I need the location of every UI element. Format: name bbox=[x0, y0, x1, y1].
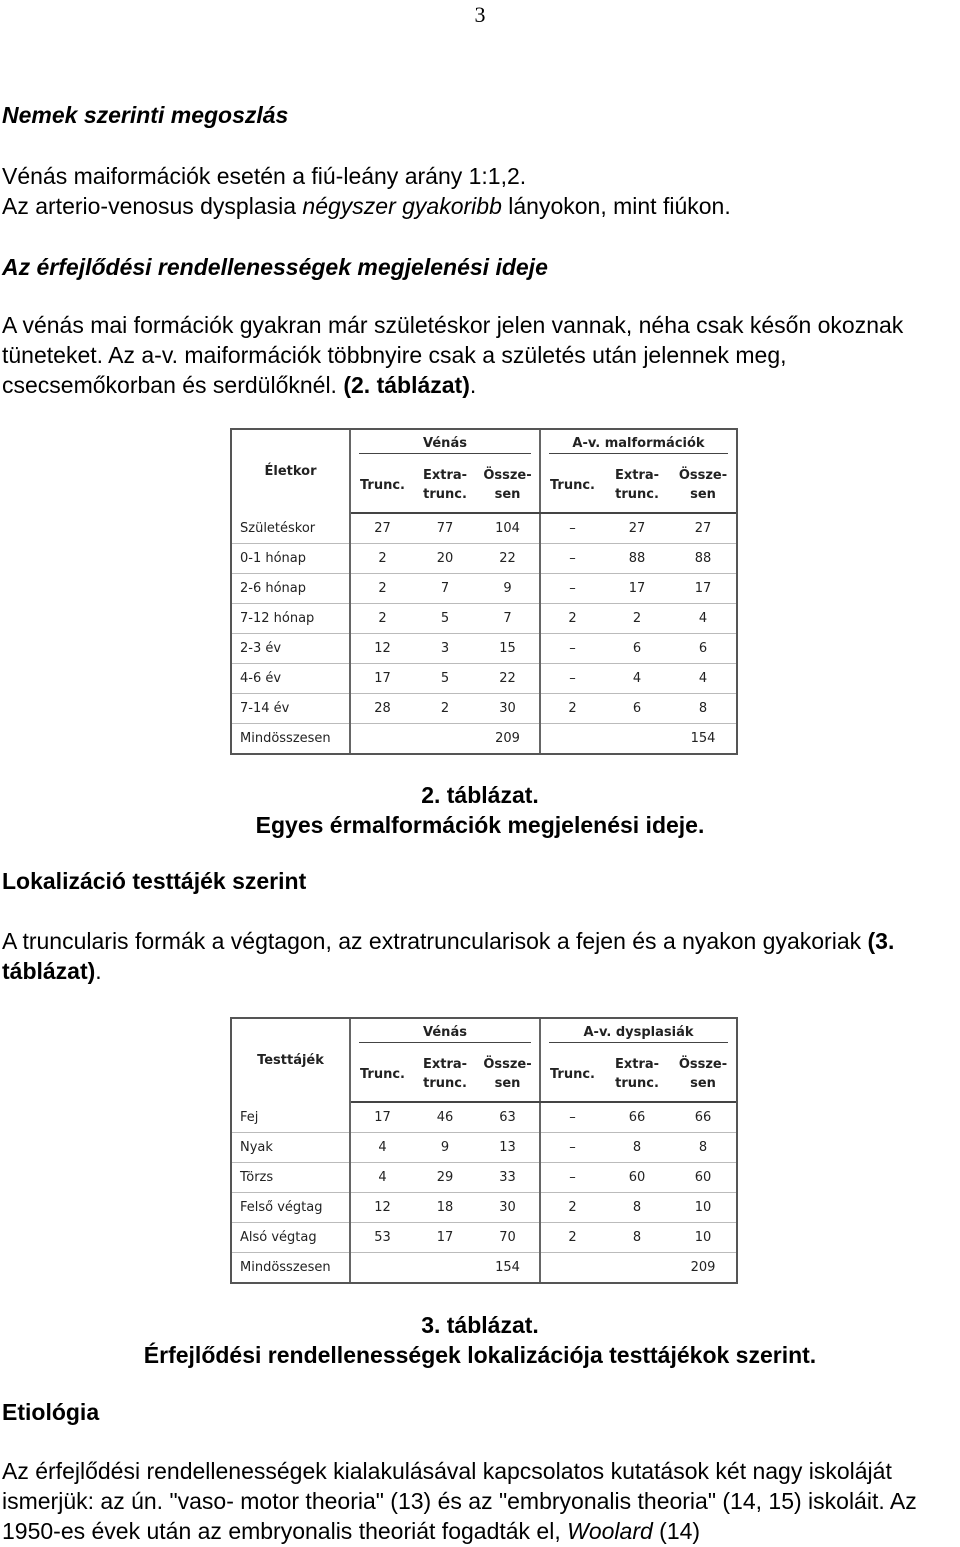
table3-subheader: Extra- trunc. bbox=[604, 1047, 670, 1102]
table2-subheader: Trunc. bbox=[350, 458, 414, 513]
table-cell: 66 bbox=[670, 1102, 736, 1133]
table-cell: 46 bbox=[414, 1102, 476, 1133]
table-row bbox=[232, 544, 736, 574]
table-cell: 2 bbox=[540, 1193, 604, 1223]
table-cell: 27 bbox=[670, 513, 736, 544]
table-cell: 63 bbox=[476, 1102, 540, 1133]
table3-caption bbox=[0, 1310, 960, 1370]
etiology-text: Az érfejlődési rendellenességek kialakulásával kapcsolatos kutatások két nagy iskoláját ismerjük: az ún. "vaso- motor theoria" (13) és az "embryonalis theoria" (14, 15) iskoláit. Az 1950-es évek után az embryonalis theoriát fogadták el, bbox=[2, 1458, 917, 1544]
table2-corner-header: Életkor bbox=[232, 430, 350, 513]
row-label: Felső végtag bbox=[232, 1193, 350, 1223]
table-cell: – bbox=[540, 574, 604, 604]
table-cell: 60 bbox=[670, 1163, 736, 1193]
table-row bbox=[232, 1223, 736, 1253]
table-cell: 4 bbox=[670, 664, 736, 694]
table-cell: 17 bbox=[604, 574, 670, 604]
row-label: Nyak bbox=[232, 1133, 350, 1163]
row-label: 7-12 hónap bbox=[232, 604, 350, 634]
onset-text: A vénás mai formációk gyakran már születéskor jelen vannak, néha csak későn okoznak tüneteket. Az a-v. maiformációk többnyire csak a születés után jelennek meg, csecsemőkorban és serdülőknél. bbox=[2, 312, 904, 398]
table-row bbox=[232, 664, 736, 694]
gender-line-2a: Az arterio-venosus dysplasia bbox=[2, 193, 303, 219]
row-label: Fej bbox=[232, 1102, 350, 1133]
table2-caption bbox=[0, 780, 960, 840]
table-cell: 70 bbox=[476, 1223, 540, 1253]
table-cell: 12 bbox=[350, 634, 414, 664]
table-row bbox=[232, 634, 736, 664]
table-cell: – bbox=[540, 1102, 604, 1133]
table-row bbox=[232, 694, 736, 724]
table-cell: 30 bbox=[476, 1193, 540, 1223]
table-cell: 6 bbox=[670, 634, 736, 664]
table-cell: 66 bbox=[604, 1102, 670, 1133]
onset-paragraph: A vénás mai formációk gyakran már születéskor jelen vannak, néha csak későn okoznak tüneteket. Az a-v. maiformációk többnyire csak a születés után jelennek meg, csecsemőkorban és serdülőknél. (2. táblázat). bbox=[2, 312, 904, 398]
table-cell: 20 bbox=[414, 544, 476, 574]
row-label: 2-6 hónap bbox=[232, 574, 350, 604]
table3-group-av: A-v. dysplasiák bbox=[549, 1023, 728, 1043]
table-cell: – bbox=[540, 664, 604, 694]
heading-onset: Az érfejlődési rendellenességek megjelenési ideje bbox=[2, 254, 548, 280]
table2-subheader: Trunc. bbox=[540, 458, 604, 513]
table-cell: 2 bbox=[350, 574, 414, 604]
table-cell bbox=[350, 724, 414, 754]
table-cell: 18 bbox=[414, 1193, 476, 1223]
table-cell bbox=[414, 724, 476, 754]
table-cell: 5 bbox=[414, 664, 476, 694]
heading-gender: Nemek szerinti megoszlás bbox=[2, 102, 289, 128]
table-cell: 8 bbox=[604, 1223, 670, 1253]
table-cell: – bbox=[540, 544, 604, 574]
table2-subheader: Össze- sen bbox=[670, 458, 736, 513]
localization-table bbox=[232, 1019, 736, 1282]
table-cell: 2 bbox=[540, 604, 604, 634]
table-cell bbox=[604, 724, 670, 754]
row-label: 7-14 év bbox=[232, 694, 350, 724]
table-cell: 17 bbox=[414, 1223, 476, 1253]
table-cell: 6 bbox=[604, 694, 670, 724]
table-cell: – bbox=[540, 1133, 604, 1163]
table-cell bbox=[414, 1253, 476, 1283]
onset-table bbox=[232, 430, 736, 753]
row-label: 2-3 év bbox=[232, 634, 350, 664]
table-cell: 4 bbox=[670, 604, 736, 634]
row-label: Mindösszesen bbox=[232, 724, 350, 754]
table3-subheader: Trunc. bbox=[350, 1047, 414, 1102]
table-cell: 15 bbox=[476, 634, 540, 664]
page-number: 3 bbox=[474, 2, 486, 27]
table-cell: 27 bbox=[350, 513, 414, 544]
table-cell: 209 bbox=[476, 724, 540, 754]
localization-table-ref: (3. táblázat) bbox=[2, 928, 895, 984]
table-cell: 29 bbox=[414, 1163, 476, 1193]
table-cell: 12 bbox=[350, 1193, 414, 1223]
table2-subheader: Extra- trunc. bbox=[604, 458, 670, 513]
row-label: Mindösszesen bbox=[232, 1253, 350, 1283]
row-label: 4-6 év bbox=[232, 664, 350, 694]
table-cell: 8 bbox=[670, 1133, 736, 1163]
table-cell: 10 bbox=[670, 1193, 736, 1223]
table-cell: 5 bbox=[414, 604, 476, 634]
table-row bbox=[232, 1102, 736, 1133]
table-row bbox=[232, 604, 736, 634]
table-cell: 4 bbox=[604, 664, 670, 694]
table-cell: 8 bbox=[670, 694, 736, 724]
table3-subheader: Össze- sen bbox=[476, 1047, 540, 1102]
table3-subheader: Össze- sen bbox=[670, 1047, 736, 1102]
table-cell: 88 bbox=[604, 544, 670, 574]
table2-subheader: Extra- trunc. bbox=[414, 458, 476, 513]
table-cell: 104 bbox=[476, 513, 540, 544]
table-cell: 2 bbox=[540, 694, 604, 724]
table-cell: 30 bbox=[476, 694, 540, 724]
heading-etiology: Etiológia bbox=[2, 1399, 100, 1425]
row-label: 0-1 hónap bbox=[232, 544, 350, 574]
table-row bbox=[232, 574, 736, 604]
table-cell: 3 bbox=[414, 634, 476, 664]
table-cell: 88 bbox=[670, 544, 736, 574]
table-cell: 77 bbox=[414, 513, 476, 544]
table-cell: 9 bbox=[414, 1133, 476, 1163]
localization-text: A truncularis formák a végtagon, az extratruncularisok a fejen és a nyakon gyakoriak bbox=[2, 928, 868, 954]
heading-localization: Lokalizáció testtájék szerint bbox=[2, 868, 307, 894]
gender-line-2c: lányokon, mint fiúkon. bbox=[501, 193, 731, 219]
table2-caption-title: Egyes érmalformációk megjelenési ideje. bbox=[255, 812, 705, 838]
table2-subheader: Össze- sen bbox=[476, 458, 540, 513]
table-cell bbox=[604, 1253, 670, 1283]
row-label: Alsó végtag bbox=[232, 1223, 350, 1253]
table-row bbox=[232, 724, 736, 754]
gender-line-2b: négyszer gyakoribb bbox=[302, 193, 502, 219]
table-cell: 209 bbox=[690, 1260, 716, 1275]
table-cell: – bbox=[540, 1163, 604, 1193]
row-label: Születéskor bbox=[232, 513, 350, 544]
table-cell: 6 bbox=[604, 634, 670, 664]
table3-group-venous: Vénás bbox=[359, 1023, 532, 1043]
table-cell: 8 bbox=[604, 1133, 670, 1163]
gender-line-1: Vénás maiformációk esetén a fiú-leány arány 1:1,2. bbox=[2, 163, 527, 189]
table-cell: 53 bbox=[350, 1223, 414, 1253]
table-cell bbox=[540, 724, 604, 754]
table-cell: 2 bbox=[540, 1223, 604, 1253]
table-row bbox=[232, 1193, 736, 1223]
localization-paragraph: A truncularis formák a végtagon, az extratruncularisok a fejen és a nyakon gyakoriak (3. táblázat). bbox=[2, 928, 895, 984]
row-label: Törzs bbox=[232, 1163, 350, 1193]
table3-subheader: Trunc. bbox=[540, 1047, 604, 1102]
table-cell: – bbox=[540, 513, 604, 544]
table-row bbox=[232, 1163, 736, 1193]
table-cell: 2 bbox=[350, 604, 414, 634]
table-cell: 10 bbox=[670, 1223, 736, 1253]
table-cell: 27 bbox=[604, 513, 670, 544]
table-2 bbox=[230, 428, 738, 755]
table-row bbox=[232, 1133, 736, 1163]
table2-caption-number: 2. táblázat. bbox=[421, 782, 539, 808]
table-cell: 7 bbox=[414, 574, 476, 604]
table3-caption-title: Érfejlődési rendellenességek lokalizációja testtájékok szerint. bbox=[143, 1342, 817, 1368]
table-cell: 22 bbox=[476, 664, 540, 694]
table-cell: 9 bbox=[476, 574, 540, 604]
onset-table-ref: (2. táblázat) bbox=[343, 372, 470, 398]
table-cell: 4 bbox=[350, 1133, 414, 1163]
table-cell: 7 bbox=[476, 604, 540, 634]
table2-group-av: A-v. malformációk bbox=[549, 434, 728, 454]
table-cell: 33 bbox=[476, 1163, 540, 1193]
table-cell: 60 bbox=[604, 1163, 670, 1193]
table-cell: 2 bbox=[414, 694, 476, 724]
gender-paragraph bbox=[2, 161, 960, 221]
table-cell: 154 bbox=[476, 1253, 540, 1283]
table-cell: – bbox=[540, 634, 604, 664]
table-cell: 17 bbox=[350, 664, 414, 694]
table-cell: 8 bbox=[604, 1193, 670, 1223]
etiology-paragraph: Az érfejlődési rendellenességek kialakulásával kapcsolatos kutatások két nagy iskoláját ismerjük: az ún. "vaso- motor theoria" (13) és az "embryonalis theoria" (14, 15) iskoláit. Az 1950-es évek után az embryonalis theoriát fogadták el, Woolard (14) bbox=[2, 1458, 917, 1544]
table-cell: 17 bbox=[670, 574, 736, 604]
table-cell: 4 bbox=[350, 1163, 414, 1193]
table-row bbox=[232, 1253, 736, 1283]
table-cell bbox=[350, 1253, 414, 1283]
table-cell: 2 bbox=[604, 604, 670, 634]
table-3 bbox=[230, 1017, 738, 1284]
table3-corner-header: Testtájék bbox=[232, 1019, 350, 1102]
table2-group-venous: Vénás bbox=[359, 434, 532, 454]
table-cell bbox=[540, 1253, 604, 1283]
table-cell: 154 bbox=[690, 731, 716, 746]
table-cell: 2 bbox=[350, 544, 414, 574]
table-cell: 13 bbox=[476, 1133, 540, 1163]
etiology-author: Woolard bbox=[567, 1518, 653, 1544]
table-cell: 22 bbox=[476, 544, 540, 574]
table-cell: 28 bbox=[350, 694, 414, 724]
table3-caption-number: 3. táblázat. bbox=[421, 1312, 539, 1338]
table-row bbox=[232, 513, 736, 544]
table-cell: 17 bbox=[350, 1102, 414, 1133]
table3-subheader: Extra- trunc. bbox=[414, 1047, 476, 1102]
